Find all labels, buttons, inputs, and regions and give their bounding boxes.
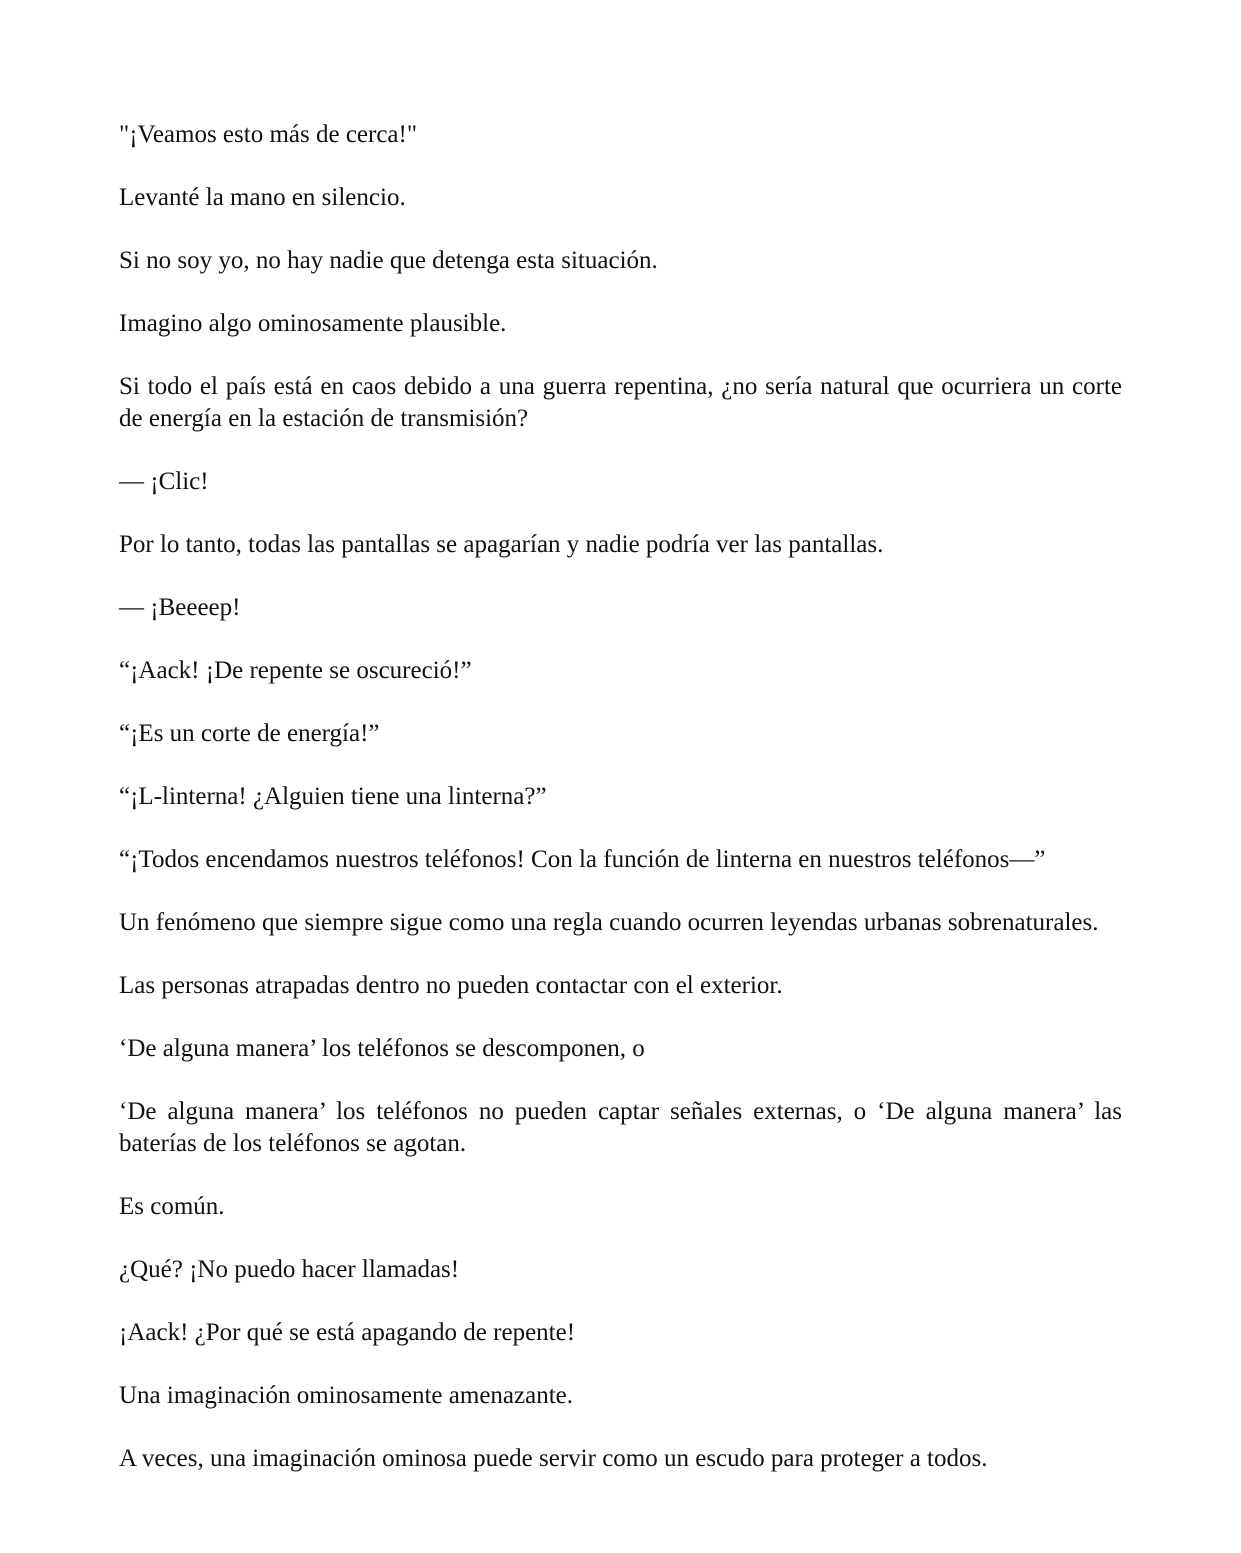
- paragraph-10: “¡Es un corte de energía!”: [119, 720, 380, 747]
- paragraph-7: Por lo tanto, todas las pantallas se apagarían y nadie podría ver las pantallas.: [119, 531, 884, 558]
- paragraph-16: ‘De alguna manera’ los teléfonos no pueden captar señales externas, o ‘De alguna manera’ las baterías de los teléfonos se agotan.: [119, 1098, 1122, 1157]
- paragraph-1: "¡Veamos esto más de cerca!": [119, 121, 418, 148]
- paragraph-6: — ¡Clic!: [119, 468, 209, 495]
- paragraph-19: ¡Aack! ¿Por qué se está apagando de repente!: [119, 1319, 576, 1346]
- paragraph-3: Si no soy yo, no hay nadie que detenga esta situación.: [119, 247, 658, 274]
- document-page: [119, 119, 1122, 1475]
- paragraph-12: “¡Todos encendamos nuestros teléfonos! Con la función de linterna en nuestros teléfonos—”: [119, 846, 1046, 873]
- paragraph-9: “¡Aack! ¡De repente se oscureció!”: [119, 657, 472, 684]
- paragraph-2: Levanté la mano en silencio.: [119, 184, 406, 211]
- paragraph-14: Las personas atrapadas dentro no pueden contactar con el exterior.: [119, 972, 783, 999]
- paragraph-20: Una imaginación ominosamente amenazante.: [119, 1382, 573, 1409]
- paragraph-18: ¿Qué? ¡No puedo hacer llamadas!: [119, 1256, 460, 1283]
- paragraph-21: A veces, una imaginación ominosa puede servir como un escudo para proteger a todos.: [119, 1445, 988, 1472]
- paragraph-17: Es común.: [119, 1193, 225, 1220]
- paragraph-11: “¡L-linterna! ¿Alguien tiene una linterna?”: [119, 783, 547, 810]
- paragraph-15: ‘De alguna manera’ los teléfonos se descomponen, o: [119, 1035, 645, 1062]
- paragraph-8: — ¡Beeeep!: [119, 594, 241, 621]
- paragraph-4: Imagino algo ominosamente plausible.: [119, 310, 507, 337]
- paragraph-5: Si todo el país está en caos debido a una guerra repentina, ¿no sería natural que ocurriera un corte de energía en la estación de transmisión?: [119, 373, 1122, 432]
- paragraph-13: Un fenómeno que siempre sigue como una regla cuando ocurren leyendas urbanas sobrenaturales.: [119, 909, 1099, 936]
